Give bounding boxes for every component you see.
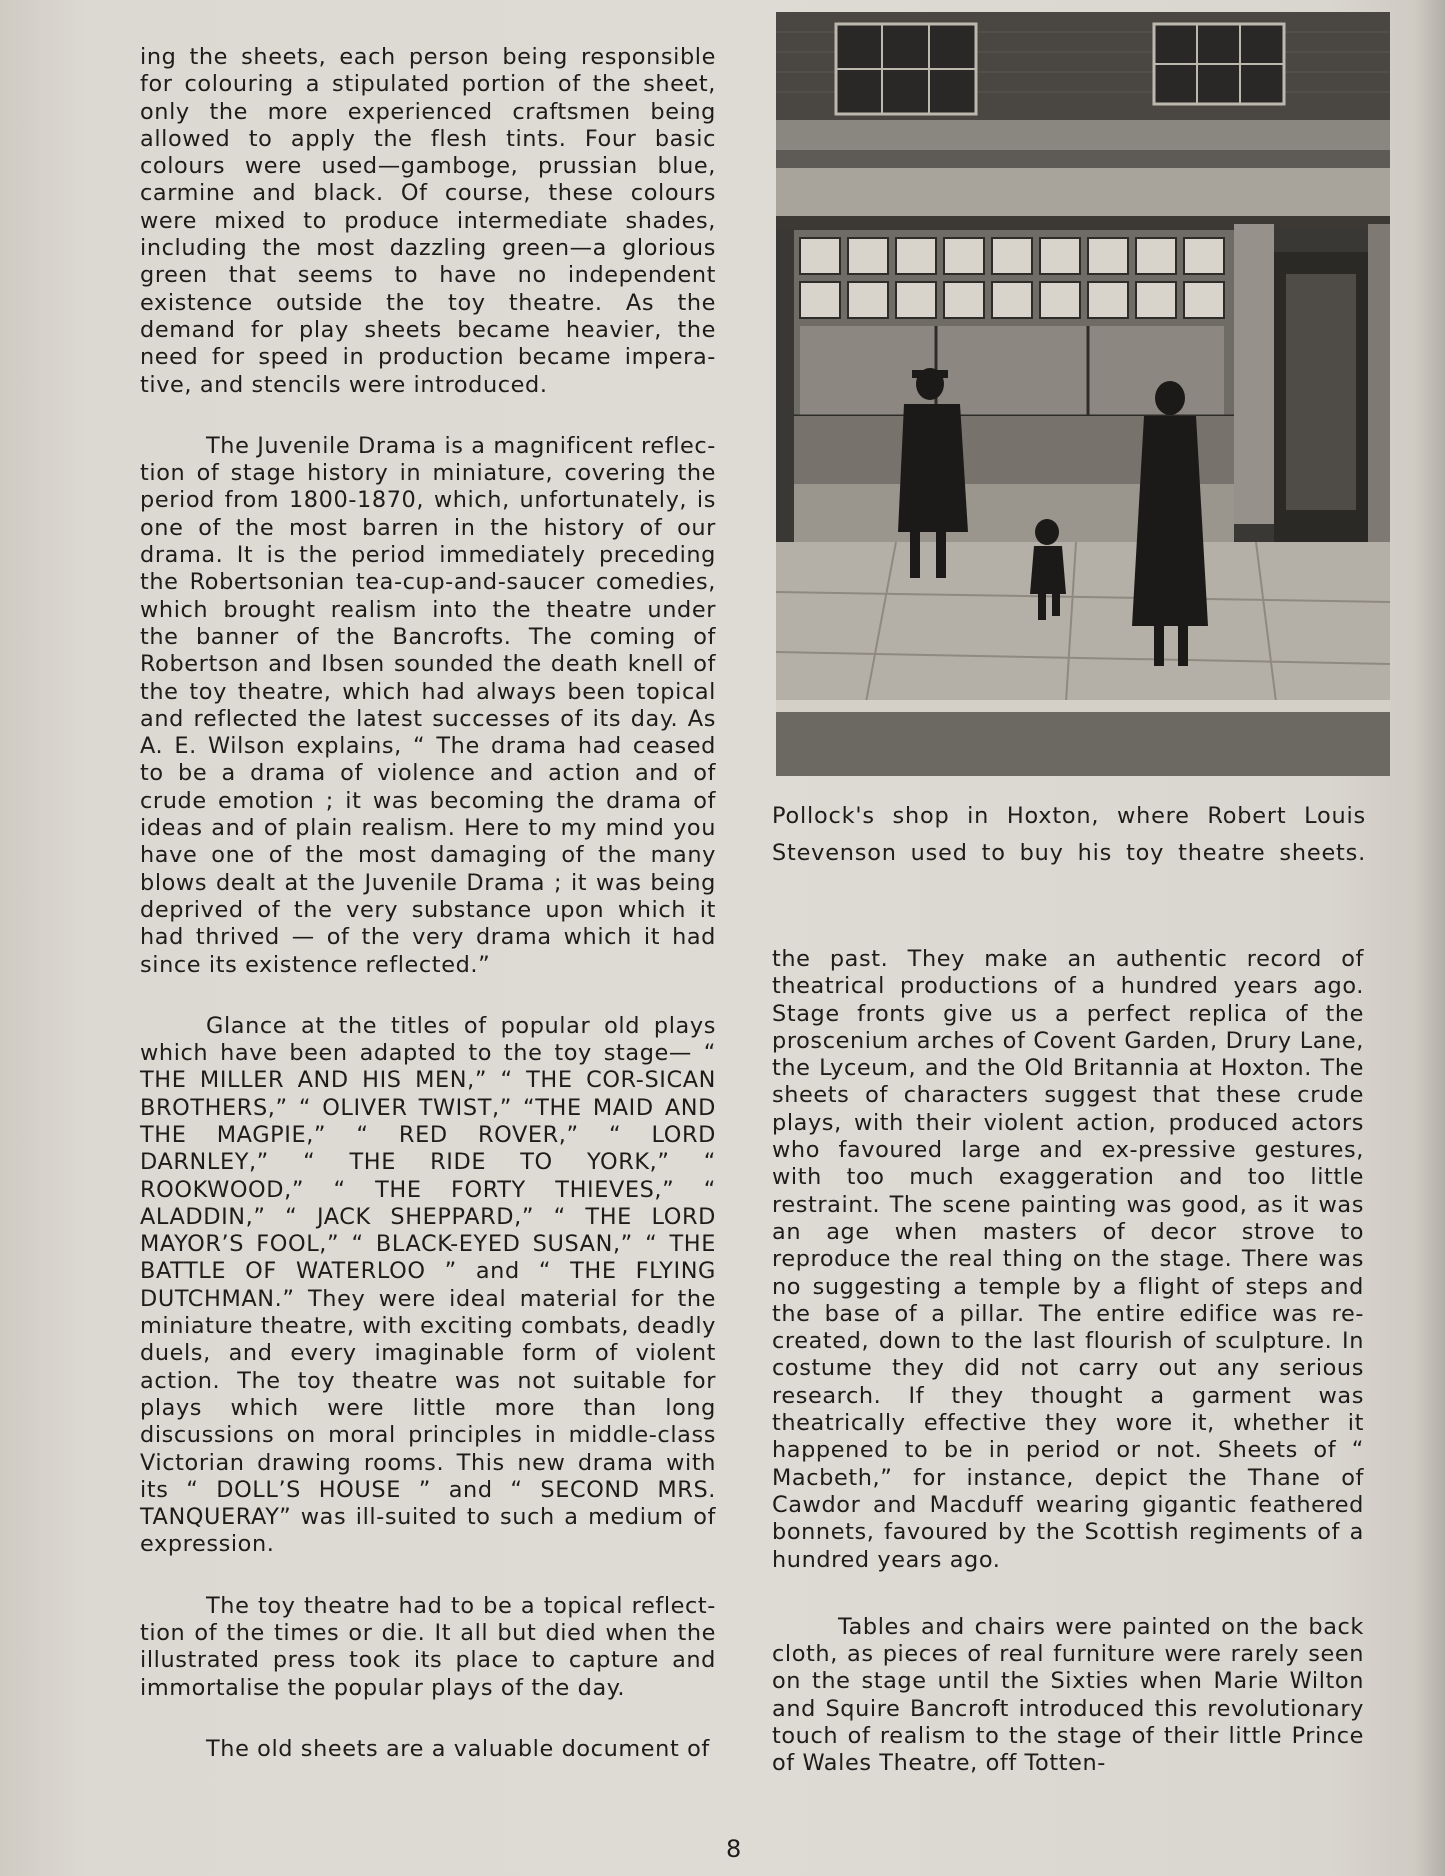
left-text-column: [140, 44, 716, 1763]
paragraph: the past. They make an authentic record of theatrical productions of a hundred years ago. Stage fronts give us a perfect replica of the proscenium arches of Covent Garden, Drury Lane, the Lyceum, and the Old Britannia at Hoxton. The sheets of characters suggest that these crude plays, with their violent action, produced actors who favoured large and ex-pressive gestures, with too much exaggeration and too little restraint. The scene painting was good, as it was an age when masters of decor strove to reproduce the real thing on the stage. There was no suggesting a temple by a flight of steps and the base of a pillar. The entire edifice was re-created, down to the last flourish of sculpture. In costume they did not carry out any serious research. If they thought a garment was theatrically effective they wore it, whether it happened to be in period or not. Sheets of “ Macbeth,” for instance, depict the Thane of Cawdor and Macduff wearing gigantic feathered bonnets, favoured by the Scottish regiments of a hundred years ago.: [772, 946, 1364, 1573]
paragraph: The old sheets are a valuable document of: [206, 1735, 710, 1762]
paragraph: The toy theatre had to be a topical reflect-tion of the times or die. It all but died when the illustrated press took its place to capture and immortalise the popular plays of the day.: [140, 1592, 716, 1701]
paragraph: Tables and chairs were painted on the back cloth, as pieces of real furniture were rarely seen on the stage until the Sixties when Marie Wilton and Squire Bancroft introduced this revolutionary touch of realism to the stage of their little Prince of Wales Theatre, off Totten-: [772, 1613, 1364, 1777]
shop-photograph: [776, 12, 1390, 776]
paragraph: The Juvenile Drama is a magnificent reflec-tion of stage history in miniature, covering the period from 1800-1870, which, unfortunately, is one of the most barren in the history of our drama. It is the period immediately preceding the Robertsonian tea-cup-and-saucer comedies, which brought realism into the theatre under the banner of the Bancrofts. The coming of Robertson and Ibsen sounded the death knell of the toy theatre, which had always been topical and reflected the latest successes of its day. As A. E. Wilson explains, “ The drama had ceased to be a drama of violence and action and of crude emotion ; it was becoming the drama of ideas and of plain realism. Here to my mind you have one of the most damaging of the many blows dealt at the Juvenile Drama ; it was being deprived of the very substance upon which it had thrived — of the very drama which it had since its existence reflected.”: [140, 432, 716, 978]
paragraph: ing the sheets, each person being responsible for colouring a stipulated portion of the sheet, only the more experienced craftsmen being allowed to apply the flesh tints. Four basic colours were used—gamboge, prussian blue, carmine and black. Of course, these colours were mixed to produce intermediate shades, including the most dazzling green—a glorious green that seems to have no independent existence outside the toy theatre. As the demand for play sheets became heavier, the need for speed in production became impera-tive, and stencils were introduced.: [140, 44, 716, 398]
right-text-column: [772, 946, 1364, 1778]
photo-caption: Pollock's shop in Hoxton, where Robert Louis Stevenson used to buy his toy theatre sheets.: [772, 803, 1366, 866]
page-number: 8: [726, 1835, 742, 1863]
shopfront-illustration: [776, 12, 1390, 776]
page-edge-shadow: [1415, 0, 1445, 1876]
paragraph: Glance at the titles of popular old plays which have been adapted to the toy stage— “ THE MILLER AND HIS MEN,” “ THE COR-SICAN BROTHERS,” “ OLIVER TWIST,” “THE MAID AND THE MAGPIE,” “ RED ROVER,” “ LORD DARNLEY,” “ THE RIDE TO YORK,” “ ROOKWOOD,” “ THE FORTY THIEVES,” “ ALADDIN,” “ JACK SHEPPARD,” “ THE LORD MAYOR’S FOOL,” “ BLACK-EYED SUSAN,” “ THE BATTLE OF WATERLOO ” and “ THE FLYING DUTCHMAN.” They were ideal material for the miniature theatre, with exciting combats, deadly duels, and every imaginable form of violent action. The toy theatre was not suitable for plays which were little more than long discussions on moral principles in middle-class Victorian drawing rooms. This new drama with its “ DOLL’S HOUSE ” and “ SECOND MRS. TANQUERAY” was ill-suited to such a medium of expression.: [140, 1012, 716, 1558]
